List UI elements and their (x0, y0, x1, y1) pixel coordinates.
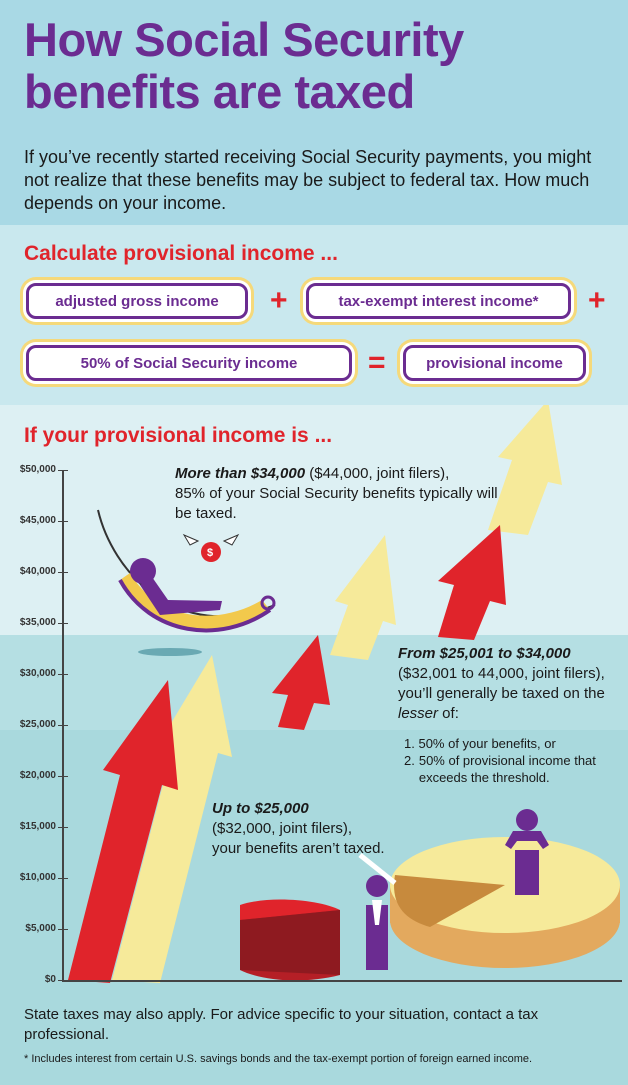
tier-high-note (175, 464, 505, 524)
yellow-arrow-mid (330, 535, 396, 660)
y-tick-mark (58, 470, 68, 471)
tier-mid-item-2: 2. 50% of provisional income that exceeds the threshold. (404, 753, 596, 785)
y-tick-label: $40,000 (19, 566, 56, 577)
y-tick-label: $20,000 (19, 770, 56, 781)
y-axis-line (62, 470, 64, 982)
equals-sign: = (368, 346, 386, 379)
tier-mid-lead: From $25,001 to $34,000 (398, 645, 571, 662)
chart-heading: If your provisional income is ... (24, 424, 333, 447)
tier-mid-item-1: 1. 50% of your benefits, or (404, 736, 556, 751)
plus-sign-2: + (588, 284, 606, 317)
tier-low-rest: your benefits aren’t taxed. (212, 840, 385, 857)
hammock-figure (98, 510, 275, 656)
page-title: How Social Security benefits are taxed (24, 13, 464, 118)
tier-low-joint: ($32,000, joint filers), (212, 820, 353, 837)
tier-high-joint: ($44,000, joint filers), (305, 465, 450, 482)
y-tick-mark (58, 674, 68, 675)
tier-mid-of: of: (438, 705, 459, 722)
red-arrow-mid (272, 635, 330, 730)
y-tick-mark (58, 572, 68, 573)
y-tick-label: $30,000 (19, 668, 56, 679)
agi-box: adjusted gross income (26, 283, 248, 319)
red-arrow-high (438, 525, 506, 640)
y-tick-mark (58, 776, 68, 777)
tier-high-rest: 85% of your Social Security benefits typically will be taxed. (175, 485, 498, 522)
provisional-income-box: provisional income (403, 345, 586, 381)
y-tick-mark (58, 623, 68, 624)
y-tick-mark (58, 827, 68, 828)
y-tick-mark (58, 521, 68, 522)
y-tick-label: $0 (44, 974, 56, 985)
x-axis-baseline (62, 980, 622, 982)
y-tick-label: $50,000 (19, 464, 56, 475)
intro-text: If you’ve recently started receiving Social Security payments, you might not realize that these benefits may be subject to federal tax. How much depends on your income. (24, 147, 592, 213)
footnote: * Includes interest from certain U.S. savings bonds and the tax-exempt portion of foreign earned income. (24, 1053, 533, 1065)
state-tax-note: State taxes may also apply. For advice specific to your situation, contact a tax professional. (24, 1006, 539, 1043)
svg-text:$: $ (207, 547, 214, 559)
y-tick-mark (58, 725, 68, 726)
y-tick-label: $10,000 (19, 872, 56, 883)
tier-high-lead: More than $34,000 (175, 465, 306, 482)
y-tick-label: $5,000 (25, 923, 56, 934)
tier-mid-lesser: lesser (398, 705, 439, 722)
tier-low-lead: Up to $25,000 (212, 800, 309, 817)
y-tick-label: $15,000 (19, 821, 56, 832)
tax-exempt-box: tax-exempt interest income* (306, 283, 571, 319)
tier-mid-text: ($32,001 to 44,000, joint filers), you’ll generally be taxed on the (398, 665, 605, 702)
y-tick-mark (58, 929, 68, 930)
y-tick-mark (58, 980, 68, 981)
calc-heading: Calculate provisional income ... (24, 242, 338, 265)
ss-income-box: 50% of Social Security income (26, 345, 352, 381)
y-tick-mark (58, 878, 68, 879)
y-tick-label: $45,000 (19, 515, 56, 526)
y-tick-label: $35,000 (19, 617, 56, 628)
y-tick-label: $25,000 (19, 719, 56, 730)
tier-mid-note (398, 644, 620, 724)
tier-mid-list (404, 735, 616, 786)
plus-sign-1: + (270, 284, 288, 317)
tier-low-note (212, 799, 432, 859)
